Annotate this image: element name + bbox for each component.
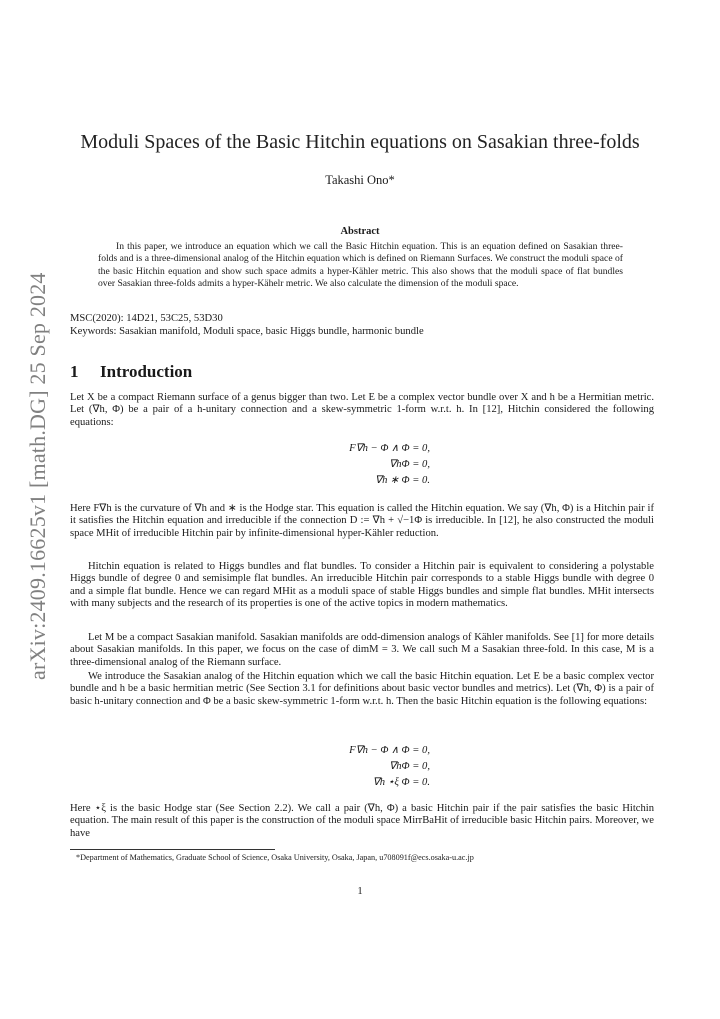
intro-paragraph-1: Let X be a compact Riemann surface of a genus bigger than two. Let E be a complex vector bundle over X and h be a Hermitian metric. Let (∇h, Φ) be a pair of a h-unitary connection and a skew-symmetric 1-form w.r.t. h. In [12], Hitchin considered the following equations: bbox=[70, 392, 654, 428]
section-title: Introduction bbox=[100, 362, 193, 381]
author-footnote: *Department of Mathematics, Graduate School of Science, Osaka University, Osaka, Japan, u708091f@ecs.osaka-u.ac.jp bbox=[76, 853, 474, 862]
equation-line: F∇h − Φ ∧ Φ = 0, bbox=[349, 443, 430, 454]
section-number: 1 bbox=[70, 362, 79, 381]
intro-paragraph-2: Here F∇h is the curvature of ∇h and ∗ is the Hodge star. This equation is called the Hitchin equation. We say (∇h, Φ) is a Hitchin pair if it satisfies the Hitchin equation and irreducible if the connection D := ∇h + √−1Φ is irreducible. In [12], he also constructed the moduli space MHit of irreducible Hitchin pair by infinite-dimensional hyper-Kähler reduction. bbox=[70, 503, 654, 539]
footnote-rule bbox=[70, 849, 275, 850]
paper-author: Takashi Ono* bbox=[325, 173, 395, 187]
intro-paragraph-3: Hitchin equation is related to Higgs bundles and flat bundles. To consider a Hitchin pair is equivalent to considering a polystable Higgs bundle of degree 0 and semisimple flat bundles. An irreducible Hitchin pair corresponds to a stable Higgs bundle with degree 0 and a simple flat bundle. Hence we can regard MHit as a moduli space of stable Higgs bundles and simple flat bundles. MHit intersects with many subjects and the research of its properties is one of the active topics in modern mathematics. bbox=[70, 561, 654, 610]
paper-title: Moduli Spaces of the Basic Hitchin equations on Sasakian three-folds bbox=[80, 131, 640, 153]
keywords: Keywords: Sasakian manifold, Moduli space, basic Higgs bundle, harmonic bundle bbox=[70, 326, 424, 337]
section-heading bbox=[70, 362, 192, 382]
intro-paragraph-4: Let M be a compact Sasakian manifold. Sasakian manifolds are odd-dimension analogs of Kähler manifolds. See [1] for more details about Sasakian manifolds. In this paper, we focus on the case of dimM = 3. We call such M a Sasakian three-fold. In this case, M is a three-dimensional analog of the Riemann surface. bbox=[70, 632, 654, 668]
arxiv-side-label: arXiv:2409.16625v1 [math.DG] 25 Sep 2024 bbox=[25, 272, 50, 680]
abstract-heading: Abstract bbox=[340, 226, 380, 237]
hitchin-equations bbox=[300, 441, 430, 489]
equation-line: ∇hΦ = 0, bbox=[389, 459, 430, 470]
equation-line: ∇hΦ = 0, bbox=[389, 761, 430, 772]
basic-hitchin-equations bbox=[300, 743, 430, 791]
equation-line: ∇h ⋆ξ Φ = 0. bbox=[372, 777, 430, 788]
intro-paragraph-5: We introduce the Sasakian analog of the Hitchin equation which we call the basic Hitchin equation. Let E be a basic complex vector bundle and h be a basic hermitian metric (See Section 3.1 for definitions about basic vector bundles and metrics). Let (∇h, Φ) is a pair of basic h-unitary connection and Φ be a basic skew-symmetric 1-form w.r.t. h. Then the basic Hitchin equation is the following equations: bbox=[70, 671, 654, 707]
equation-line: ∇h ∗ Φ = 0. bbox=[374, 475, 430, 486]
intro-paragraph-6: Here ⋆ξ is the basic Hodge star (See Section 2.2). We call a pair (∇h, Φ) a basic Hitchin pair if the pair satisfies the basic Hitchin equation. The main result of this paper is the construction of the moduli space MirrBaHit of irreducible basic Hitchin pairs. Moreover, we have bbox=[70, 803, 654, 839]
abstract-text: In this paper, we introduce an equation which we call the Basic Hitchin equation. This is an equation defined on Sasakian three-folds and is a three-dimensional analog of the Hitchin equation which is defined on Riemann Surfaces. We construct the moduli space of the basic Hitchin equation and show such space admits a hyper-Kähler metric. This also shows that the moduli space of flat bundles over Sasakian three-folds admits a hyper-Kähelr metric. We also calculate the dimension of the moduli space. bbox=[98, 241, 623, 289]
page-number: 1 bbox=[357, 886, 363, 897]
equation-line: F∇h − Φ ∧ Φ = 0, bbox=[349, 745, 430, 756]
msc-codes: MSC(2020): 14D21, 53C25, 53D30 bbox=[70, 313, 223, 324]
